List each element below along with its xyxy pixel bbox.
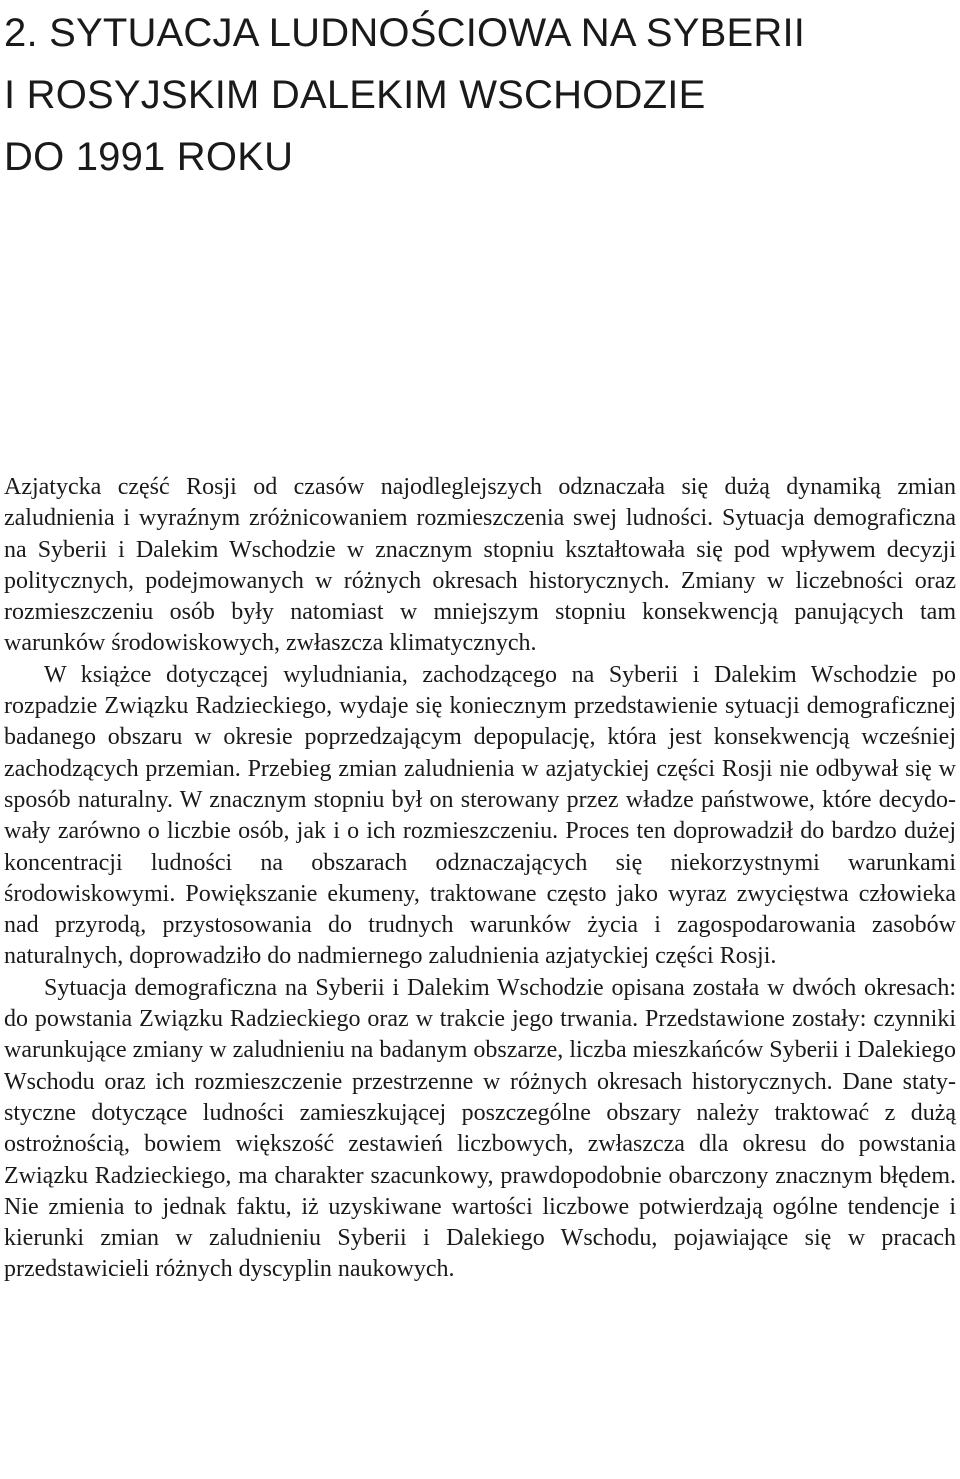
chapter-title-line: 2. SYTUACJA LUDNOŚCIOWA NA SYBERII	[4, 11, 806, 55]
paragraph-periods: Sytuacja demograficzna na Syberii i Dalekim Wschodzie opisana została w dwóch okresach: do powstania Związku Radzieckiego oraz w trakcie jego trwania. Przedstawione zostały: czynniki warunkujące zmiany w zaludnieniu na badanym obszarze, liczba mieszkańców Syberii i Dalekiego Wschodu oraz ich rozmieszczenie przestrzenne w różnych okresach historycznych. Dane statystyczne dotyczące ludności zamieszkującej poszczególne obszary należy traktować z dużą ostrożnością, bowiem większość zestawień liczbowych, zwłaszcza dla okresu do powstania Związku Radzieckiego, ma charakter szacunkowy, prawdopodobnie obarczony znacznym błędem. Nie zmienia to jednak faktu, iż uzyskiwane wartości liczbowe potwierdzają ogólne tendencje i kierunki zmian w zaludnieniu Syberii i Dalekiego Wschodu, pojawiające się w pracach przedstawicieli różnych dyscyplin naukowych.	[4, 974, 956, 1283]
chapter-body	[4, 472, 956, 1286]
chapter-title-line: DO 1991 ROKU	[4, 135, 294, 179]
paragraph-book-context: W książce dotyczącej wyludniania, zachodzącego na Syberii i Dalekim Wschodzie po rozpadzie Związku Radzieckiego, wydaje się koniecznym przedstawienie sytuacji demograficznej badanego obszaru w okresie poprzedzającym depopulację, która jest konsekwencją wcześniej zachodzących przemian. Przebieg zmian zaludnienia w azjatyckiej części Rosji nie odbywał się w sposób naturalny. W znacznym stopniu był on sterowany przez władze państwowe, które decydowały zarówno o liczbie osób, jak i o ich rozmieszczeniu. Proces ten doprowadził do bardzo dużej koncentracji ludności na obszarach odznaczających się niekorzystnymi warunkami środowiskowymi. Powiększanie ekumeny, traktowane często jako wyraz zwycięstwa człowieka nad przyrodą, przystosowania do trudnych warunków życia i zagospodarowania zasobów naturalnych, doprowadziło do nadmiernego zaludnienia azjatyckiej części Rosji.	[4, 661, 956, 970]
chapter-title	[4, 0, 956, 188]
paragraph-intro: Azjatycka część Rosji od czasów najodleglejszych odznaczała się dużą dynamiką zmian zaludnienia i wyraźnym zróżnicowaniem rozmieszczenia swej ludności. Sytuacja demograficzna na Syberii i Dalekim Wschodzie w znacznym stopniu kształtowała się pod wpływem decyzji politycznych, podejmowanych w różnych okresach historycznych. Zmiany w liczebności oraz rozmieszczeniu osób były natomiast w mniejszym stopniu konsekwencją panujących tam warunków środowiskowych, zwłaszcza klimatycznych.	[4, 474, 956, 657]
chapter-title-line: I ROSYJSKIM DALEKIM WSCHODZIE	[4, 73, 706, 117]
